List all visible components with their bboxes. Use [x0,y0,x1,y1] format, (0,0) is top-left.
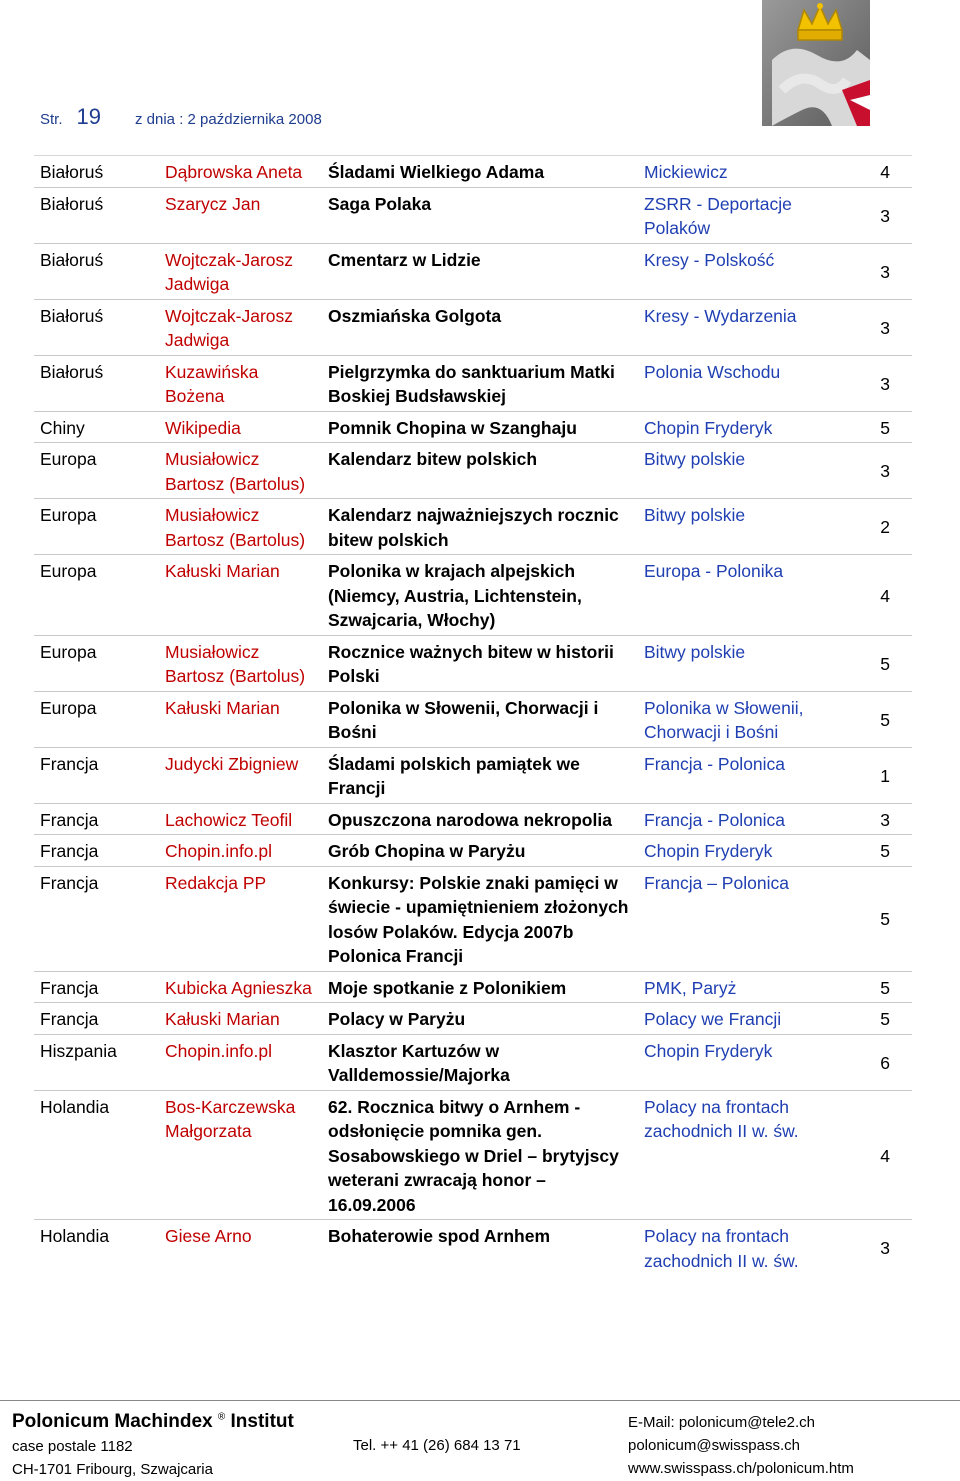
row-country: Francja [34,803,159,835]
row-rating: 3 [826,443,912,499]
row-author[interactable]: Szarycz Jan [159,187,322,243]
row-category[interactable]: Polonia Wschodu [638,355,826,411]
row-country: Hiszpania [34,1034,159,1090]
row-title[interactable]: Klasztor Kartuzów w Valldemossie/Majorka [322,1034,638,1090]
page-date: z dnia : 2 października 2008 [135,111,322,128]
row-category[interactable]: Polacy na frontach zachodnich II w. św. [638,1090,826,1220]
row-category[interactable]: Mickiewicz [638,156,826,188]
row-rating: 3 [826,1220,912,1276]
row-country: Białoruś [34,355,159,411]
row-author[interactable]: Kałuski Marian [159,691,322,747]
row-title[interactable]: Bohaterowie spod Arnhem [322,1220,638,1276]
table-row [34,1034,912,1090]
row-author[interactable]: Lachowicz Teofil [159,803,322,835]
row-category[interactable]: Kresy - Wydarzenia [638,299,826,355]
row-country: Holandia [34,1090,159,1220]
row-title[interactable]: Konkursy: Polskie znaki pamięci w świecie - upamiętnieniem złożonych losów Polaków. Edycja 2007b Polonica Francji [322,866,638,971]
row-author[interactable]: Judycki Zbigniew [159,747,322,803]
row-title[interactable]: Oszmiańska Golgota [322,299,638,355]
row-country: Białoruś [34,243,159,299]
footer-address-line2: CH-1701 Fribourg, Szwajcaria [12,1461,213,1478]
row-category[interactable]: Francja - Polonica [638,747,826,803]
row-category[interactable]: Europa - Polonika [638,555,826,636]
row-rating: 4 [826,555,912,636]
table-row [34,243,912,299]
row-category[interactable]: Kresy - Polskość [638,243,826,299]
table-row [34,747,912,803]
row-author[interactable]: Kałuski Marian [159,1003,322,1035]
row-rating: 3 [826,803,912,835]
row-author[interactable]: Wikipedia [159,411,322,443]
row-category[interactable]: Chopin Fryderyk [638,1034,826,1090]
footer-website[interactable]: www.swisspass.ch/polonicum.htm [628,1460,854,1477]
row-title[interactable]: Pomnik Chopina w Szanghaju [322,411,638,443]
row-category[interactable]: Polacy we Francji [638,1003,826,1035]
row-category[interactable]: Bitwy polskie [638,635,826,691]
row-author[interactable]: Dąbrowska Aneta [159,156,322,188]
row-category[interactable]: ZSRR - Deportacje Polaków [638,187,826,243]
page-footer [0,1400,960,1481]
row-rating: 3 [826,299,912,355]
page-header [40,104,322,134]
row-country: Francja [34,971,159,1003]
row-category[interactable]: Polacy na frontach zachodnich II w. św. [638,1220,826,1276]
row-country: Francja [34,747,159,803]
row-country: Holandia [34,1220,159,1276]
footer-email-1[interactable]: E-Mail: polonicum@tele2.ch [628,1414,815,1431]
table-row [34,355,912,411]
row-category[interactable]: Chopin Fryderyk [638,411,826,443]
row-author[interactable]: Musiałowicz Bartosz (Bartolus) [159,635,322,691]
row-country: Białoruś [34,187,159,243]
table-row [34,971,912,1003]
row-country: Europa [34,635,159,691]
row-title[interactable]: Grób Chopina w Paryżu [322,835,638,867]
row-title[interactable]: Śladami Wielkiego Adama [322,156,638,188]
row-rating: 2 [826,499,912,555]
table-row [34,411,912,443]
row-author[interactable]: Kałuski Marian [159,555,322,636]
org-name: Polonicum Machindex [12,1411,213,1432]
registered-mark: ® [217,1411,226,1423]
table-row [34,691,912,747]
row-title[interactable]: Moje spotkanie z Polonikiem [322,971,638,1003]
row-country: Europa [34,555,159,636]
polonica-table [34,155,912,1275]
row-rating: 5 [826,691,912,747]
table-row [34,299,912,355]
row-category[interactable]: Polonika w Słowenii, Chorwacji i Bośni [638,691,826,747]
footer-phone: Tel. ++ 41 (26) 684 13 71 [353,1437,521,1454]
footer-org [12,1411,294,1433]
row-country: Europa [34,691,159,747]
row-country: Francja [34,1003,159,1035]
row-rating: 5 [826,866,912,971]
footer-address-line1: case postale 1182 [12,1438,133,1455]
row-rating: 4 [826,1090,912,1220]
row-title[interactable]: Opuszczona narodowa nekropolia [322,803,638,835]
row-author[interactable]: Wojtczak-Jarosz Jadwiga [159,243,322,299]
page-number: 19 [76,104,101,129]
row-title[interactable]: Polonika w krajach alpejskich (Niemcy, Austria, Lichtenstein, Szwajcaria, Włochy) [322,555,638,636]
row-rating: 3 [826,243,912,299]
row-rating: 1 [826,747,912,803]
row-title[interactable]: Polonika w Słowenii, Chorwacji i Bośni [322,691,638,747]
row-rating: 3 [826,187,912,243]
row-rating: 6 [826,1034,912,1090]
row-author[interactable]: Kubicka Agnieszka [159,971,322,1003]
row-country: Francja [34,866,159,971]
row-title[interactable]: 62. Rocznica bitwy o Arnhem - odsłonięcie pomnika gen. Sosabowskiego w Driel – brytyjscy weterani zwracają honor – 16.09.2006 [322,1090,638,1220]
row-country: Europa [34,499,159,555]
row-category[interactable]: Bitwy polskie [638,499,826,555]
row-author[interactable]: Musiałowicz Bartosz (Bartolus) [159,443,322,499]
row-category[interactable]: Francja – Polonica [638,866,826,971]
row-rating: 4 [826,156,912,188]
table-row [34,499,912,555]
row-category[interactable]: PMK, Paryż [638,971,826,1003]
row-author[interactable]: Musiałowicz Bartosz (Bartolus) [159,499,322,555]
row-author[interactable]: Wojtczak-Jarosz Jadwiga [159,299,322,355]
crown-logo-image [762,0,870,126]
row-category[interactable]: Francja - Polonica [638,803,826,835]
row-title[interactable]: Śladami polskich pamiątek we Francji [322,747,638,803]
row-rating: 3 [826,355,912,411]
row-rating: 5 [826,635,912,691]
row-title[interactable]: Pielgrzymka do sanktuarium Matki Boskiej Budsławskiej [322,355,638,411]
table-row [34,635,912,691]
row-rating: 5 [826,1003,912,1035]
row-country: Chiny [34,411,159,443]
row-country: Francja [34,835,159,867]
table-row [34,866,912,971]
row-title[interactable]: Polacy w Paryżu [322,1003,638,1035]
row-country: Białoruś [34,156,159,188]
row-country: Europa [34,443,159,499]
row-author[interactable]: Kuzawińska Bożena [159,355,322,411]
row-author[interactable]: Bos-Karczewska Małgorzata [159,1090,322,1220]
row-author[interactable]: Chopin.info.pl [159,1034,322,1090]
table-row [34,187,912,243]
table-row [34,803,912,835]
row-author[interactable]: Redakcja PP [159,866,322,971]
row-rating: 5 [826,411,912,443]
footer-email-2[interactable]: polonicum@swisspass.ch [628,1437,800,1454]
table-row [34,555,912,636]
table-row [34,835,912,867]
row-country: Białoruś [34,299,159,355]
table-row [34,443,912,499]
table-row [34,1220,912,1276]
row-title[interactable]: Cmentarz w Lidzie [322,243,638,299]
org-suffix: Institut [230,1411,294,1432]
row-author[interactable]: Giese Arno [159,1220,322,1276]
row-title[interactable]: Saga Polaka [322,187,638,243]
row-category[interactable]: Chopin Fryderyk [638,835,826,867]
table-row [34,1003,912,1035]
table-row [34,156,912,188]
page-label: Str. [40,111,63,128]
row-rating: 5 [826,971,912,1003]
row-author[interactable]: Chopin.info.pl [159,835,322,867]
row-category[interactable]: Bitwy polskie [638,443,826,499]
row-title[interactable]: Kalendarz najważniejszych rocznic bitew polskich [322,499,638,555]
row-rating: 5 [826,835,912,867]
row-title[interactable]: Rocznice ważnych bitew w historii Polski [322,635,638,691]
row-title[interactable]: Kalendarz bitew polskich [322,443,638,499]
table-row [34,1090,912,1220]
